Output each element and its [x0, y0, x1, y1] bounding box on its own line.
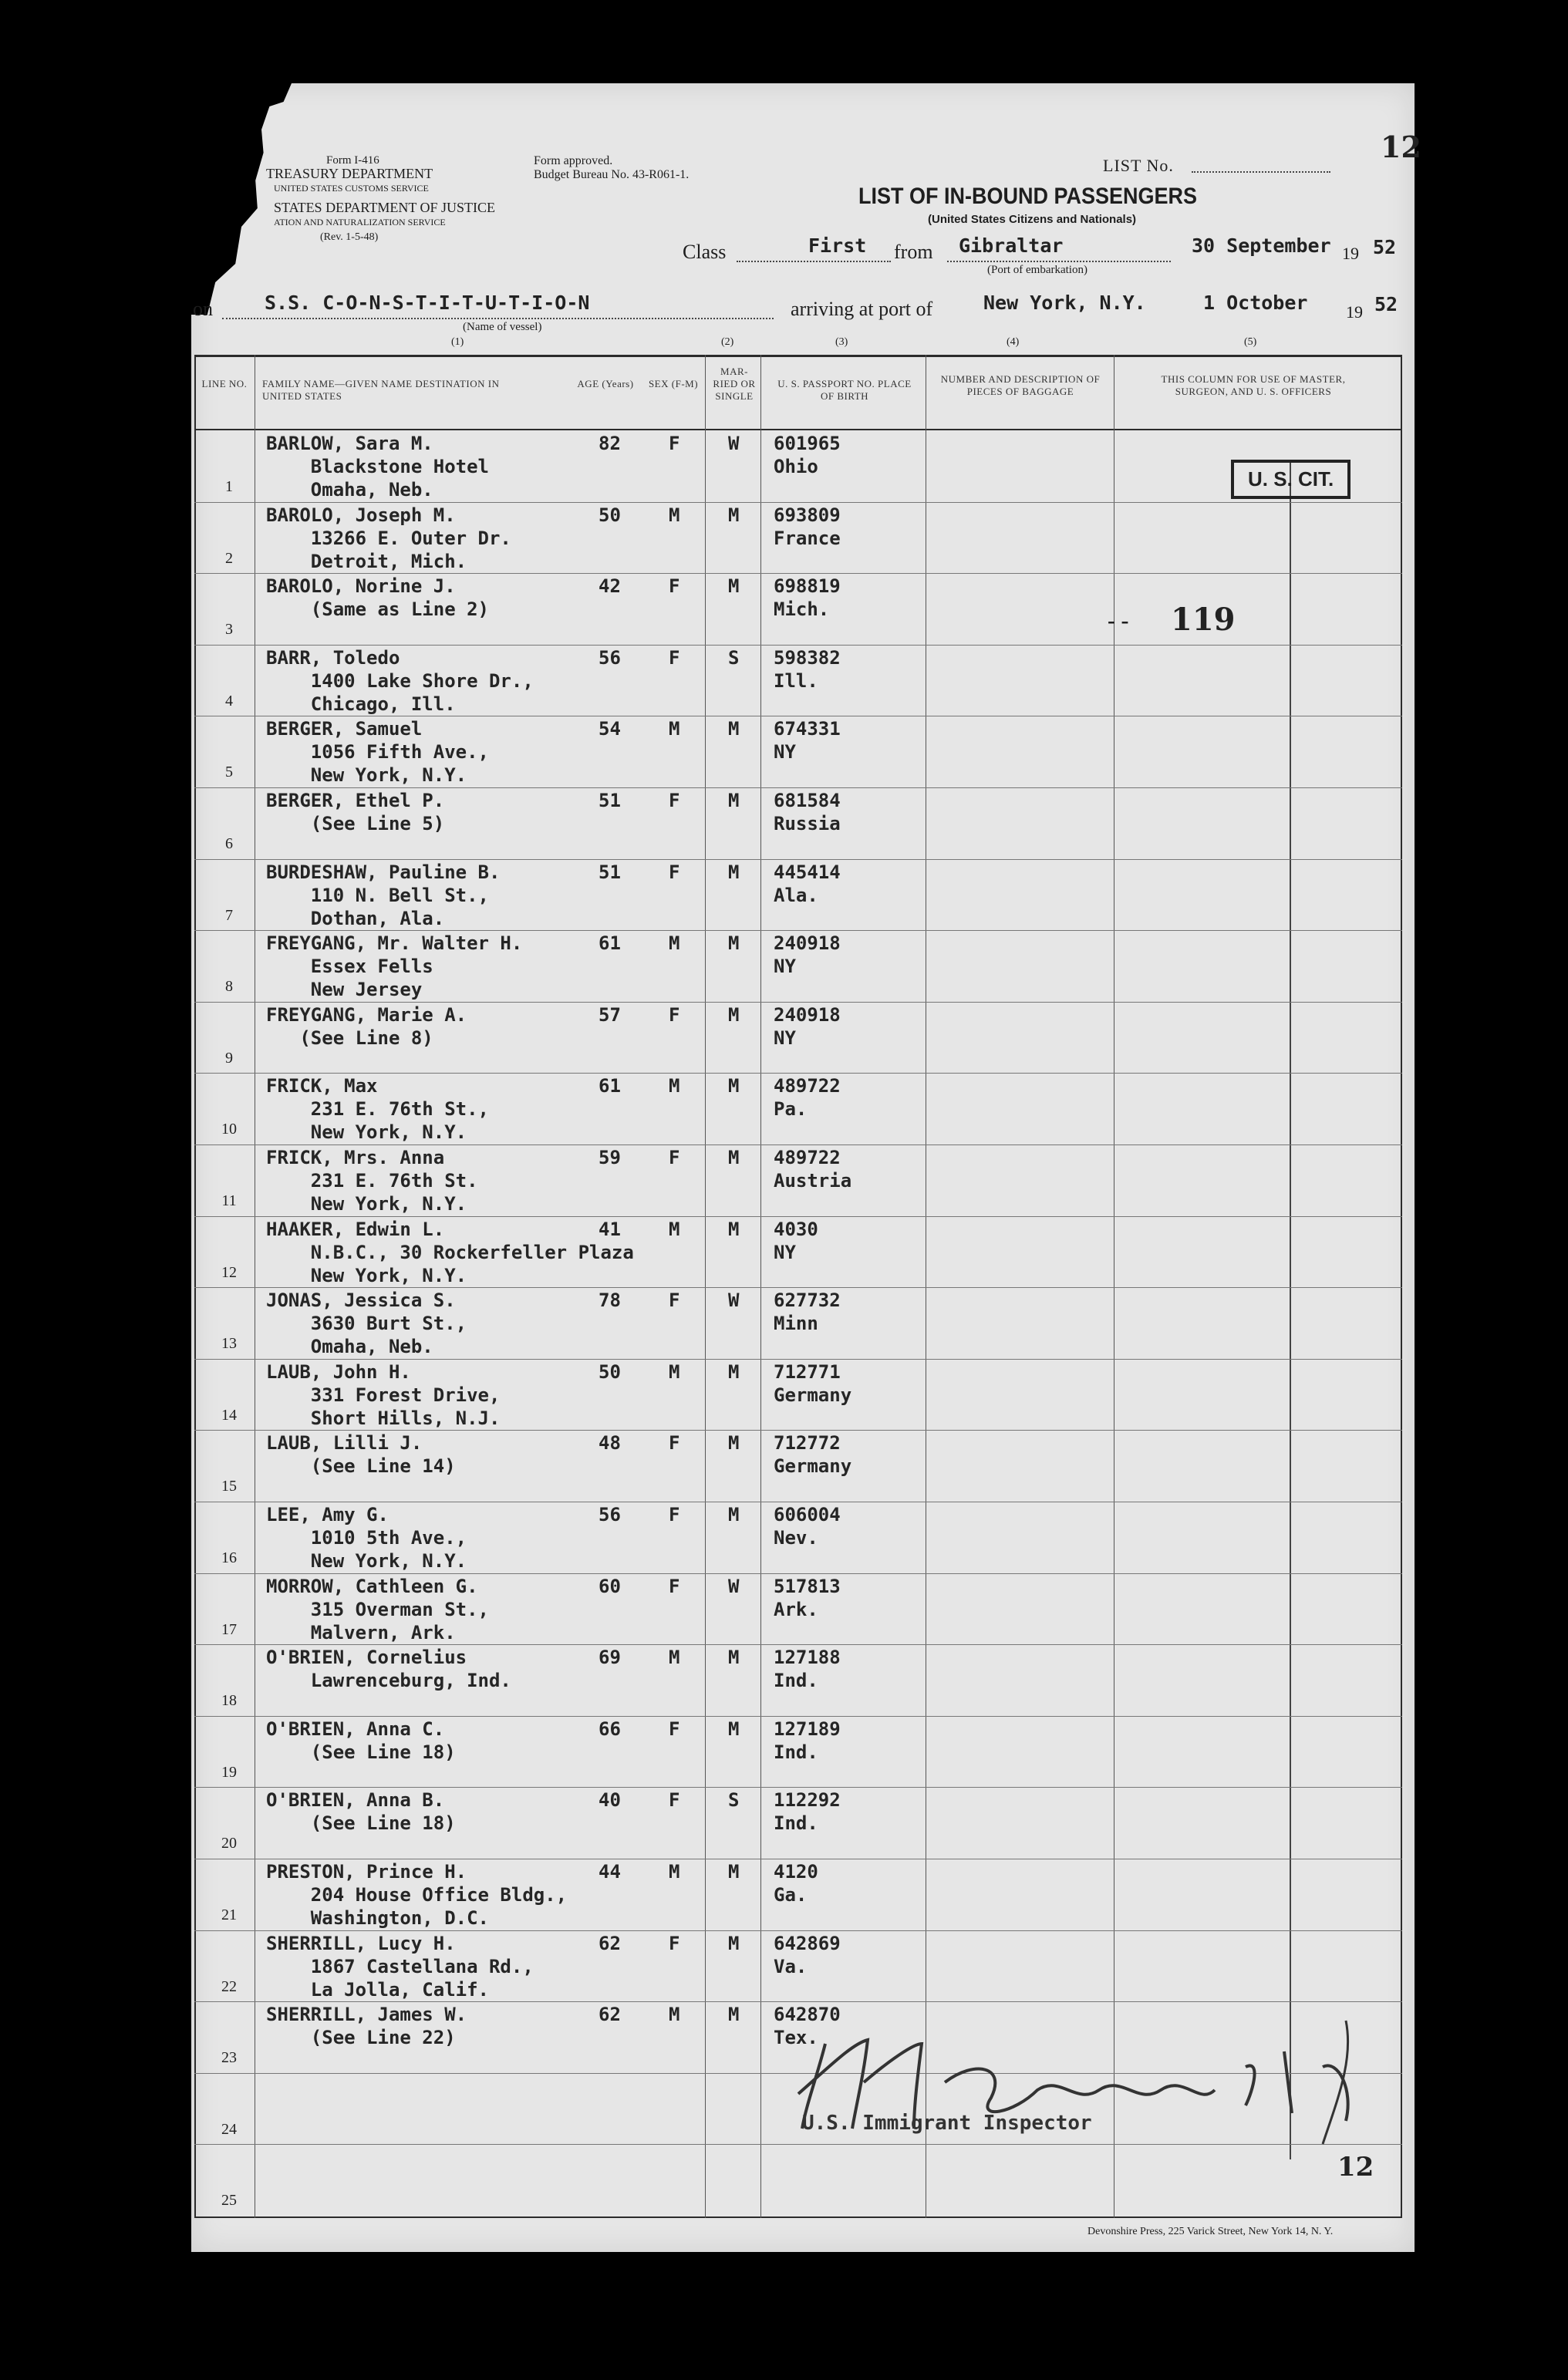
passport-birthplace: 712771 Germany: [774, 1360, 852, 1406]
inspector-label: U.S. Immigrant Inspector: [802, 2112, 1092, 2135]
passenger-name-destination: BURDESHAW, Pauline B. 110 N. Bell St., Dothan, Ala.: [266, 861, 501, 929]
passenger-age: 78: [599, 1289, 621, 1312]
passenger-age: 61: [599, 1075, 621, 1097]
passenger-marital-status: W: [728, 1289, 740, 1312]
passenger-name-destination: O'BRIEN, Cornelius Lawrenceburg, Ind.: [266, 1647, 511, 1692]
passenger-marital-status: M: [728, 1647, 740, 1669]
punch-hole: [133, 1155, 170, 1192]
passport-birthplace: 489722 Pa.: [774, 1075, 841, 1121]
passport-birthplace: 517813 Ark.: [774, 1575, 841, 1620]
passport-birthplace: 445414 Ala.: [774, 861, 841, 906]
printer-credit: Devonshire Press, 225 Varick Street, New York 14, N. Y.: [1087, 2226, 1334, 2237]
inspector-signature: [783, 2013, 1369, 2167]
line-number: 11: [221, 1192, 237, 1209]
passenger-marital-status: S: [728, 646, 740, 669]
column-number: (3): [835, 336, 848, 348]
line-number: 25: [221, 2192, 237, 2210]
passenger-age: 60: [599, 1575, 621, 1597]
punch-hole: [133, 787, 170, 824]
row-divider: [194, 1216, 1402, 1217]
row-divider: [194, 502, 1402, 503]
passenger-marital-status: W: [728, 1575, 740, 1597]
passenger-marital-status: W: [728, 433, 740, 454]
line-number: 22: [221, 1977, 237, 1995]
class-field: [737, 261, 891, 262]
passenger-sex: F: [669, 1003, 680, 1026]
table-left-rule: [194, 355, 196, 2218]
ink-line: [1290, 463, 1291, 2159]
passport-birthplace: 681584 Russia: [774, 790, 841, 834]
row-divider: [194, 1573, 1402, 1574]
row-divider: [194, 1073, 1402, 1074]
passport-birthplace: 606004 Nev.: [774, 1504, 841, 1549]
row-divider: [194, 1930, 1402, 1931]
on-label: on: [193, 298, 213, 320]
column-number: (2): [721, 336, 734, 348]
punch-hole: [133, 1658, 170, 1695]
passenger-marital-status: M: [728, 861, 740, 883]
passenger-name-destination: BERGER, Samuel 1056 Fifth Ave., New York, N.Y.: [266, 718, 489, 787]
row-divider: [194, 1359, 1402, 1360]
passenger-age: 54: [599, 718, 621, 740]
passenger-name-destination: BARR, Toledo 1400 Lake Shore Dr., Chicago, Ill.: [266, 646, 534, 715]
passenger-sex: F: [669, 575, 680, 598]
passenger-marital-status: M: [728, 1075, 740, 1097]
header-bottom-rule: [194, 429, 1402, 430]
passenger-age: 62: [599, 2004, 621, 2026]
passport-birthplace: 712772 Germany: [774, 1432, 852, 1478]
passenger-name-destination: FREYGANG, Mr. Walter H. Essex Fells New Jersey: [266, 932, 523, 1001]
footer-page-number: 12: [1337, 2152, 1374, 2183]
line-number: 5: [225, 764, 233, 781]
passenger-sex: M: [669, 1360, 680, 1383]
col-header-line-no: LINE NO.: [201, 378, 248, 389]
line-number: 4: [225, 692, 233, 710]
passenger-marital-status: M: [728, 1932, 740, 1954]
passenger-age: 62: [599, 1932, 621, 1954]
row-divider: [194, 645, 1402, 646]
class-label: Class: [683, 241, 727, 263]
col-divider: [760, 355, 761, 2218]
row-divider: [194, 2001, 1402, 2002]
tick-mark: - -: [1108, 608, 1129, 633]
passenger-age: 56: [599, 1504, 621, 1525]
passenger-sex: F: [669, 790, 680, 811]
departure-date: 30 September: [1192, 234, 1331, 257]
port-embark-caption: (Port of embarkation): [987, 264, 1087, 276]
list-no-field: [1192, 171, 1330, 173]
passport-birthplace: 642869 Va.: [774, 1932, 841, 1977]
passenger-sex: F: [669, 1504, 680, 1525]
col-header-baggage: NUMBER AND DESCRIPTION OF PIECES OF BAGGAGE: [940, 373, 1101, 397]
passenger-name-destination: FREYGANG, Marie A. (See Line 8): [266, 1003, 467, 1049]
table-bottom-rule: [194, 2217, 1402, 2218]
passenger-name-destination: MORROW, Cathleen G. 315 Overman St., Malvern, Ark.: [266, 1575, 489, 1643]
passenger-sex: M: [669, 2004, 680, 2026]
dept-line: (Rev. 1-5-48): [320, 231, 379, 243]
vessel-name: S.S. C-O-N-S-T-I-T-U-T-I-O-N: [265, 292, 590, 314]
passenger-sex: M: [669, 932, 680, 955]
passport-birthplace: 4120 Ga.: [774, 1861, 818, 1906]
passport-birthplace: 698819 Mich.: [774, 575, 841, 621]
passenger-sex: M: [669, 718, 680, 740]
passenger-marital-status: M: [728, 1147, 740, 1168]
row-divider: [194, 859, 1402, 860]
row-divider: [194, 1787, 1402, 1788]
departure-year-prefix: 19: [1342, 244, 1359, 263]
passenger-marital-status: M: [728, 932, 740, 955]
line-number: 14: [221, 1406, 237, 1424]
passenger-marital-status: M: [728, 2004, 740, 2026]
arrival-port: New York, N.Y.: [983, 292, 1146, 314]
column-number: (5): [1244, 336, 1257, 348]
arrival-year-prefix: 19: [1346, 302, 1363, 322]
vessel-caption: (Name of vessel): [463, 321, 542, 333]
passenger-name-destination: FRICK, Max 231 E. 76th St., New York, N.Y.: [266, 1075, 489, 1144]
class-value: First: [808, 234, 867, 257]
passenger-marital-status: M: [728, 718, 740, 740]
passenger-age: 69: [599, 1647, 621, 1669]
row-divider: [194, 787, 1402, 788]
from-field: [947, 261, 1171, 262]
passenger-name-destination: BARLOW, Sara M. Blackstone Hotel Omaha, Neb.: [266, 433, 489, 501]
passenger-age: 82: [599, 433, 621, 454]
passenger-sex: F: [669, 646, 680, 669]
passenger-name-destination: BAROLO, Norine J. (Same as Line 2): [266, 575, 489, 621]
passenger-age: 48: [599, 1432, 621, 1455]
row-divider: [194, 930, 1402, 931]
passenger-name-destination: O'BRIEN, Anna C. (See Line 18): [266, 1718, 456, 1763]
col-header-passport: U. S. PASSPORT NO. PLACE OF BIRTH: [777, 378, 912, 402]
dept-line: STATES DEPARTMENT OF JUSTICE: [274, 200, 496, 215]
line-number: 13: [221, 1335, 237, 1353]
arrival-date: 1 October: [1203, 292, 1308, 314]
passenger-age: 44: [599, 1861, 621, 1883]
punch-hole: [133, 649, 170, 686]
arriving-label: arriving at port of: [791, 298, 933, 320]
col-header-married: MAR-RIED OR SINGLE: [713, 366, 756, 402]
passport-birthplace: 240918 NY: [774, 932, 841, 978]
passenger-marital-status: M: [728, 790, 740, 811]
passport-birthplace: 693809 France: [774, 504, 841, 549]
dept-line: UNITED STATES CUSTOMS SERVICE: [274, 183, 429, 194]
passenger-age: 40: [599, 1789, 621, 1812]
line-number: 9: [225, 1049, 233, 1067]
passenger-sex: F: [669, 861, 680, 883]
passenger-sex: F: [669, 1575, 680, 1597]
passenger-sex: M: [669, 504, 680, 526]
passenger-marital-status: M: [728, 504, 740, 526]
passenger-sex: F: [669, 1932, 680, 1954]
vessel-field: [222, 318, 774, 319]
line-number: 17: [221, 1620, 237, 1638]
passenger-marital-status: M: [728, 1861, 740, 1883]
passenger-sex: M: [669, 1647, 680, 1669]
passport-birthplace: 642870 Tex.: [774, 2004, 841, 2049]
passenger-age: 42: [599, 575, 621, 598]
passenger-marital-status: M: [728, 1432, 740, 1455]
table-top-rule: [194, 355, 1402, 357]
table-right-rule: [1401, 355, 1402, 2218]
passport-birthplace: 112292 Ind.: [774, 1789, 841, 1835]
passenger-sex: M: [669, 1075, 680, 1097]
line-number: 6: [225, 835, 233, 852]
passenger-name-destination: JONAS, Jessica S. 3630 Burt St., Omaha, Neb.: [266, 1289, 467, 1358]
passenger-marital-status: M: [728, 1218, 740, 1240]
from-label: from: [894, 241, 933, 263]
passenger-marital-status: M: [728, 1360, 740, 1383]
passenger-name-destination: LEE, Amy G. 1010 5th Ave., New York, N.Y.: [266, 1504, 467, 1572]
passport-birthplace: 601965 Ohio: [774, 433, 841, 477]
passport-birthplace: 127188 Ind.: [774, 1647, 841, 1692]
col-header-name: FAMILY NAME—GIVEN NAME DESTINATION IN UNITED STATES: [262, 378, 500, 402]
passenger-name-destination: LAUB, Lilli J. (See Line 14): [266, 1432, 456, 1478]
passport-birthplace: 127189 Ind.: [774, 1718, 841, 1763]
passenger-name-destination: BAROLO, Joseph M. 13266 E. Outer Dr. Detroit, Mich.: [266, 504, 511, 572]
passenger-sex: F: [669, 1718, 680, 1740]
line-number: 24: [221, 2120, 237, 2138]
passenger-marital-status: M: [728, 575, 740, 598]
passport-birthplace: 240918 NY: [774, 1003, 841, 1049]
passport-birthplace: 489722 Austria: [774, 1147, 852, 1192]
page-title: LIST OF IN-BOUND PASSENGERS: [858, 184, 1198, 209]
passenger-name-destination: HAAKER, Edwin L. N.B.C., 30 Rockerfeller Plaza New York, N.Y.: [266, 1218, 634, 1286]
arrival-year: 52: [1374, 293, 1398, 315]
col-divider: [705, 355, 706, 2218]
passenger-name-destination: BERGER, Ethel P. (See Line 5): [266, 790, 445, 834]
line-number: 23: [221, 2049, 237, 2067]
line-number: 12: [221, 1263, 237, 1281]
passenger-age: 51: [599, 861, 621, 883]
passenger-age: 56: [599, 646, 621, 669]
passenger-marital-status: M: [728, 1003, 740, 1026]
passenger-age: 66: [599, 1718, 621, 1740]
column-number: (1): [451, 336, 464, 348]
row-divider: [194, 1144, 1402, 1145]
passenger-age: 61: [599, 932, 621, 955]
line-number: 2: [225, 549, 233, 567]
budget-bureau: Budget Bureau No. 43-R061-1.: [534, 168, 690, 181]
passenger-marital-status: M: [728, 1504, 740, 1525]
us-citizen-stamp: U. S. CIT.: [1231, 460, 1351, 499]
line-number: 3: [225, 621, 233, 639]
passenger-name-destination: FRICK, Mrs. Anna 231 E. 76th St. New York, N.Y.: [266, 1147, 478, 1215]
passenger-age: 41: [599, 1218, 621, 1240]
row-divider: [194, 1644, 1402, 1645]
line-number: 1: [225, 478, 233, 495]
row-divider: [194, 1430, 1402, 1431]
dept-line: TREASURY DEPARTMENT: [266, 166, 433, 181]
passport-birthplace: 627732 Minn: [774, 1289, 841, 1335]
col-header-sex: SEX (F-M): [648, 378, 699, 389]
row-divider: [194, 1716, 1402, 1717]
line-number: 16: [221, 1549, 237, 1566]
passenger-marital-status: M: [728, 1718, 740, 1740]
passenger-age: 57: [599, 1003, 621, 1026]
form-number: Form I-416: [326, 154, 379, 167]
list-no-label: LIST No.: [1103, 156, 1174, 175]
row-divider: [194, 1002, 1402, 1003]
column-number: (4): [1007, 336, 1020, 348]
passenger-marital-status: S: [728, 1789, 740, 1812]
line-number: 18: [221, 1692, 237, 1710]
passenger-age: 51: [599, 790, 621, 811]
departure-year: 52: [1373, 236, 1397, 258]
line-number: 20: [221, 1835, 237, 1852]
passenger-sex: F: [669, 433, 680, 454]
line-number: 10: [221, 1121, 237, 1138]
dept-line: ATION AND NATURALIZATION SERVICE: [274, 217, 446, 228]
passenger-age: 50: [599, 1360, 621, 1383]
passenger-sex: F: [669, 1147, 680, 1168]
page-number: 12: [1381, 130, 1421, 164]
line-number: 15: [221, 1478, 237, 1495]
col-header-age: AGE (Years): [577, 378, 634, 389]
passenger-sex: F: [669, 1432, 680, 1455]
punch-hole: [133, 1505, 170, 1542]
passenger-name-destination: PRESTON, Prince H. 204 House Office Bldg., Washington, D.C.: [266, 1861, 568, 1929]
officer-count: 119: [1171, 602, 1236, 638]
passport-birthplace: 598382 Ill.: [774, 646, 841, 692]
passenger-sex: M: [669, 1218, 680, 1240]
line-number: 8: [225, 978, 233, 996]
passport-birthplace: 674331 NY: [774, 718, 841, 764]
passenger-sex: F: [669, 1789, 680, 1812]
from-value: Gibraltar: [959, 234, 1064, 257]
line-number: 19: [221, 1763, 237, 1781]
passport-birthplace: 4030 NY: [774, 1218, 818, 1263]
row-divider: [194, 573, 1402, 574]
passenger-age: 50: [599, 504, 621, 526]
passenger-name-destination: LAUB, John H. 331 Forest Drive, Short Hills, N.J.: [266, 1360, 501, 1429]
col-header-officers: THIS COLUMN FOR USE OF MASTER, SURGEON, AND U. S. OFFICERS: [1161, 373, 1346, 397]
row-divider: [194, 1287, 1402, 1288]
page-subtitle: (United States Citizens and Nationals): [928, 213, 1137, 226]
form-approved: Form approved.: [534, 154, 613, 167]
passenger-name-destination: O'BRIEN, Anna B. (See Line 18): [266, 1789, 456, 1835]
passenger-sex: M: [669, 1861, 680, 1883]
line-number: 21: [221, 1906, 237, 1923]
department-block: [266, 167, 495, 244]
passenger-sex: F: [669, 1289, 680, 1312]
passenger-name-destination: SHERRILL, Lucy H. 1867 Castellana Rd., La Jolla, Calif.: [266, 1932, 534, 2001]
passenger-name-destination: SHERRILL, James W. (See Line 22): [266, 2004, 467, 2049]
passenger-age: 59: [599, 1147, 621, 1168]
line-number: 7: [225, 906, 233, 924]
